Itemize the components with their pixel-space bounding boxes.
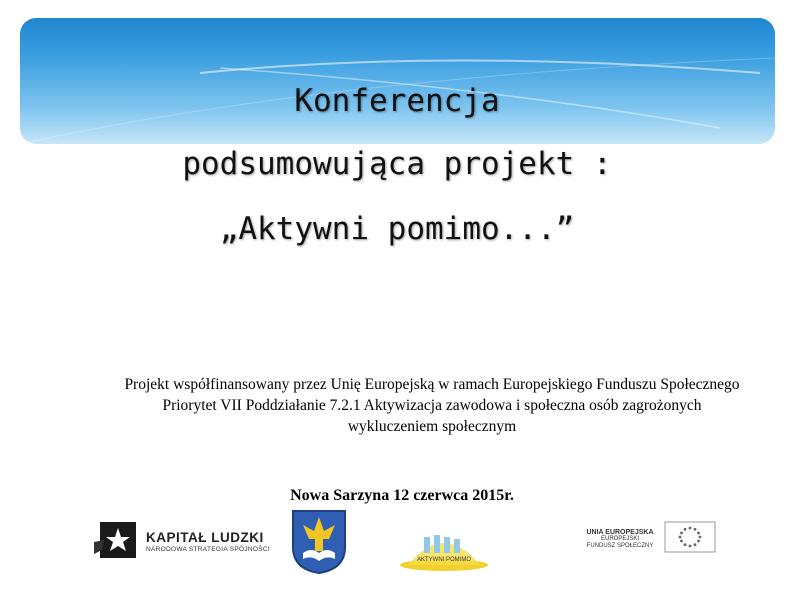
title-line-3: „Aktywni pomimo...”: [219, 211, 575, 247]
banner-swoosh: [20, 18, 775, 144]
coat-of-arms-icon: [291, 509, 347, 575]
project-logo-icon: [398, 525, 494, 571]
ue-subtitle-2: FUNDUSZ SPOŁECZNY: [586, 543, 654, 549]
funding-line-2: Priorytet VII Poddziałanie 7.2.1 Aktywizacja zawodowa i społeczna osób zagrożonych: [162, 397, 702, 414]
funding-line-1: Projekt współfinansowany przez Unię Europejską w ramach Europejskiego Funduszu Społecznego: [124, 376, 740, 393]
header-banner: [20, 18, 775, 144]
ue-title: UNIA EUROPEJSKA: [586, 529, 654, 536]
kapital-ludzki-logo-icon: [94, 520, 140, 560]
eu-flag-icon: [664, 521, 716, 553]
event-date: Nowa Sarzyna 12 czerwca 2015r.: [290, 487, 514, 504]
funding-line-3: wykluczeniem społecznym: [347, 418, 517, 435]
title-line-1: Konferencja: [294, 83, 500, 119]
funding-text: [60, 374, 794, 437]
project-logo-text: AKTYWNI POMIMO: [417, 557, 471, 563]
kapital-ludzki-title: KAPITAŁ LUDZKI: [146, 530, 264, 545]
ue-logo-text: [576, 529, 664, 550]
title-line-2: podsumowująca projekt :: [182, 146, 612, 182]
kapital-ludzki-subtitle: NARODOWA STRATEGIA SPÓJNOŚCI: [146, 546, 270, 553]
kapital-ludzki-logo: [146, 530, 270, 553]
ue-subtitle-1: EUROPEJSKI: [600, 536, 639, 542]
